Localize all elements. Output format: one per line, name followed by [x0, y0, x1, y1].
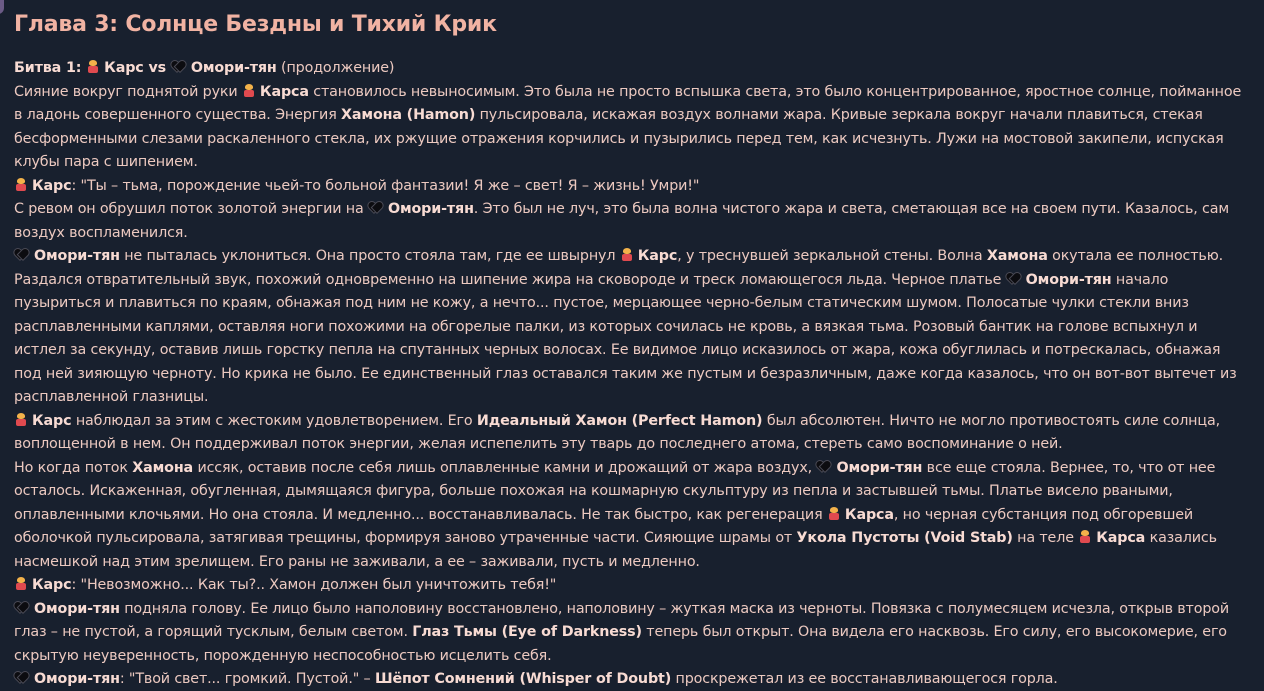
sun-icon: [621, 248, 633, 262]
paragraph-text: на теле: [1012, 530, 1079, 546]
paragraph-text: : "Невозможно... Как ты?.. Хамон должен был уничтожить тебя!": [71, 577, 557, 593]
bold-text: Глаз Тьмы (Eye of Darkness): [412, 624, 642, 640]
sun-icon: [243, 84, 255, 98]
story-paragraph: [14, 81, 1250, 175]
black-heart-icon: [15, 672, 28, 684]
black-heart-icon: [369, 202, 382, 214]
story-paragraph: [14, 410, 1250, 457]
paragraph-text: окутала ее полностью. Раздался отвратительный звук, похожий одновременно на шипение жира на сковороде и треск ломающегося льда. Черное платье: [14, 248, 1223, 288]
paragraph-text: . Это был не луч, это была волна чистого жара и света, сметающая все на своем пути. Казалось, сам воздух воспламенился.: [14, 201, 1229, 241]
story-paragraph: [14, 175, 1250, 199]
paragraph-text: Но когда поток: [14, 459, 133, 476]
bold-text: Карс: [32, 577, 72, 593]
black-heart-icon: [15, 602, 28, 614]
paragraph-text: : "Твой свет... громкий. Пустой." –: [119, 671, 375, 687]
black-heart-icon: [172, 61, 185, 73]
sun-icon: [15, 413, 27, 427]
bold-text: Карса: [259, 83, 309, 100]
bold-text: Идеальный Хамон (Perfect Hamon): [476, 412, 763, 429]
black-heart-icon: [1007, 273, 1020, 285]
paragraph-text: : "Ты – тьма, порождение чьей-то больной фантазии! Я же – свет! Я – жизнь! Умри!": [71, 177, 700, 194]
bold-text: Омори-тян: [34, 600, 120, 617]
document-body: [14, 0, 1250, 691]
bold-text: Омори-тян: [34, 248, 120, 264]
bold-text: Шёпот Сомнений (Whisper of Doubt): [374, 671, 672, 687]
paragraph-text: , у треснувшей зеркальной стены. Волна: [677, 248, 987, 264]
bold-text: Омори-тян: [190, 60, 277, 76]
chapter-title: Глава 3: Солнце Бездны и Тихий Крик: [14, 12, 497, 37]
bold-text: Хамона (Hamon): [341, 107, 476, 123]
paragraph-text: подняла голову. Ее лицо было наполовину восстановлено, наполовину – жуткая маска из черноты. Повязка с полумесяцем исчезла, открыв второй глаз – не пустой, а горящий тусклым, белым светом.: [14, 600, 1229, 640]
bold-text: Карса: [844, 506, 894, 523]
paragraph-text: проскрежетал из ее восстанавливающегося горла.: [671, 671, 1058, 687]
paragraph-text: начало пузыриться и плавиться по краям, обнажая под ним не кожу, а нечто... пустое, мерцающее черно-белым статическим шумом. Полосатые чулки стекли вниз расплавленными каплями, оставляя ноги похожими на обгорелые палки, из которых сочилась не кровь, а вязкая тьма. Розовый бантик на голове вспыхнул и истлел за секунду, оставив лишь горстку пепла на спутанных черных волосах. Ее видимое лицо исказилось от жара, кожа обуглилась и потрескалась, обнажая под ней зияющую черноту. Но крика не было. Ее единственный глаз оставался таким же пустым и безразличным, даже когда казалось, что он вот-вот вытечет из расплавленной глазницы.: [14, 271, 1237, 405]
sun-icon: [15, 577, 27, 591]
bold-text: Битва 1:: [14, 60, 87, 76]
paragraph-text: иссяк, оставив после себя лишь оплавленные камни и дрожащий от жара воздух,: [193, 459, 817, 476]
bold-text: Карса: [1096, 530, 1146, 546]
bold-text: Омори-тян: [836, 459, 923, 476]
bold-text: Карс: [637, 248, 678, 264]
paragraph-text: теперь был открыт. Она видела его насквозь. Его силу, его высокомерие, его скрытую неуверенность, порожденную неспособностью исцелить себя.: [14, 624, 1227, 664]
black-heart-icon: [15, 249, 28, 261]
bold-text: Карс: [32, 412, 72, 429]
paragraph-text: , но черная субстанция под обгоревшей оболочкой пульсировала, затягивая трещины, формируя заново утраченные части. Сияющие шрамы от: [14, 506, 1194, 546]
bold-text: Омори-тян: [34, 671, 120, 687]
paragraph-text: становилось невыносимым. Это была не просто вспышка света, это было концентрированное, яростное солнце, пойманное в ладонь совершенного существа. Энергия: [14, 83, 1242, 123]
sun-icon: [828, 507, 840, 521]
paragraph-text: пульсировала, искажая воздух волнами жара. Кривые зеркала вокруг начали плавиться, стекая бесформенными слезами раскаленного стекла, их ржущие отражения корчились и пузырились перед тем, как исчезнуть. Лужи на мостовой закипели, испуская клубы пара с шипением.: [14, 107, 1224, 170]
story-paragraph: [14, 245, 1250, 410]
paragraph-text: все еще стояла. Вернее, то, что от нее осталось. Искаженная, обугленная, дымящаяся фигура, больше похожая на кошмарную скульптуру из пепла и застывшей тьмы. Платье висело рваными, оплавленными клочьями. Но она стояла. И медленно... восстанавливалась. Не так быстро, как регенерация: [14, 459, 1216, 523]
bold-text: Карс vs: [104, 60, 171, 76]
paragraph-text: казались насмешкой над этим зрелищем. Его раны не заживали, а ее – заживали, пусть и медленно.: [14, 530, 1217, 570]
paragraph-text: наблюдал за этим с жестоким удовлетворением. Его: [71, 412, 477, 429]
bold-text: Омори-тян: [387, 201, 474, 217]
paragraph-text: (продолжение): [276, 60, 395, 76]
bold-text: Хамона: [986, 248, 1048, 264]
bold-text: Хамона: [132, 459, 194, 476]
paragraph-text: не пыталась уклониться. Она просто стояла там, где ее швырнул: [119, 248, 620, 264]
story-paragraph: [14, 57, 1250, 81]
story-paragraph: [14, 574, 1250, 598]
story-text: [14, 57, 1250, 691]
bold-text: Укола Пустоты (Void Stab): [796, 530, 1013, 546]
paragraph-text: был абсолютен. Ничто не могло противостоять силе солнца, воплощенной в нем. Он поддерживал поток энергии, желая испепелить эту тварь до последнего атома, стереть само воспоминание о ней.: [14, 412, 1220, 452]
story-paragraph: [14, 457, 1250, 575]
story-paragraph: [14, 598, 1250, 669]
sun-icon: [87, 60, 99, 74]
paragraph-text: Сияние вокруг поднятой руки: [14, 83, 242, 100]
paragraph-text: С ревом он обрушил поток золотой энергии на: [14, 201, 368, 217]
story-paragraph: [14, 668, 1250, 691]
black-heart-icon: [817, 461, 830, 473]
story-paragraph: [14, 198, 1250, 245]
bold-text: Омори-тян: [1025, 271, 1112, 288]
sun-icon: [15, 178, 27, 192]
sun-icon: [1079, 530, 1091, 544]
window-edge-marker: [0, 0, 4, 14]
bold-text: Карс: [32, 177, 72, 194]
